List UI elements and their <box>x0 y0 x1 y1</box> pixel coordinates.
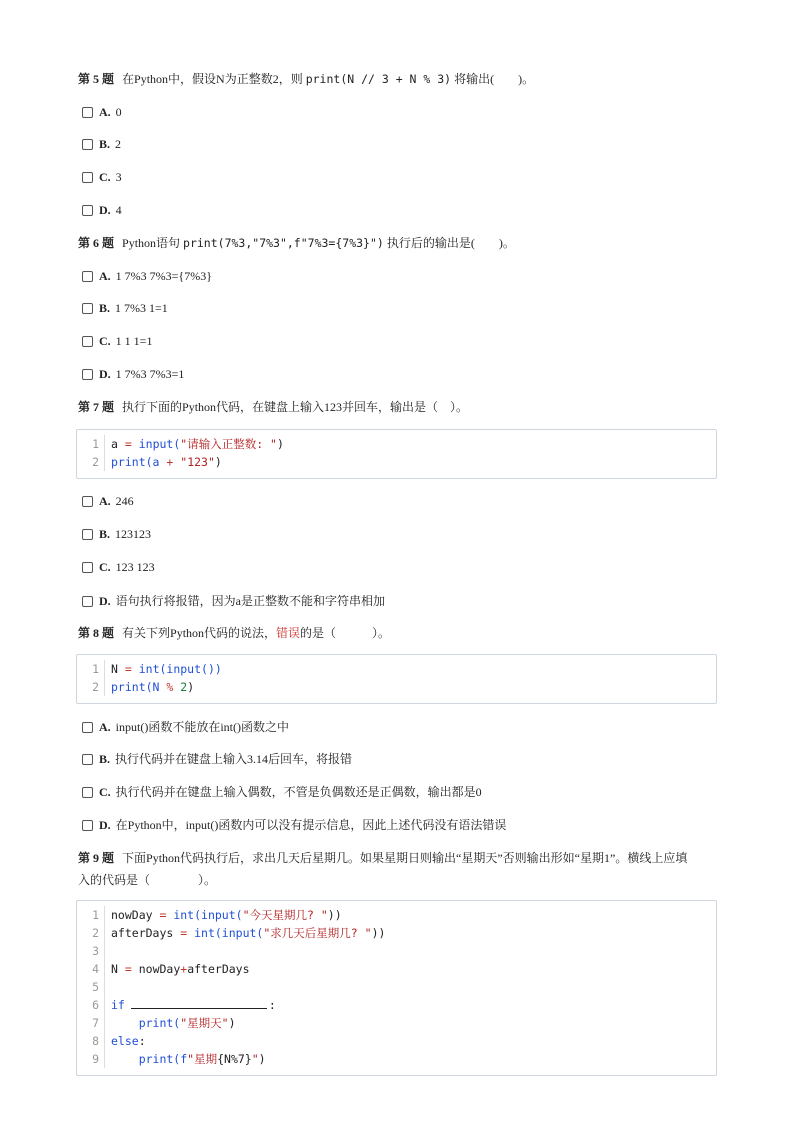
code-string: " <box>251 1052 259 1066</box>
code-operator: + <box>166 455 174 469</box>
checkbox[interactable] <box>82 596 93 607</box>
code-operator: = <box>124 962 132 976</box>
checkbox[interactable] <box>82 139 93 150</box>
option-a[interactable] <box>82 493 134 509</box>
question-6 <box>78 232 718 254</box>
code-token: {N%7} <box>217 1052 252 1066</box>
code-token: )) <box>371 926 386 940</box>
code-token: )) <box>327 908 342 922</box>
option-c[interactable] <box>82 333 152 349</box>
code-line <box>77 960 716 978</box>
option-b[interactable] <box>82 751 352 767</box>
question-8 <box>78 622 718 644</box>
checkbox[interactable] <box>82 271 93 282</box>
code-line <box>77 924 716 942</box>
option-d[interactable] <box>82 366 184 382</box>
code-token <box>173 678 180 696</box>
option-text: 3 <box>115 170 122 184</box>
option-text: 在Python中，input()函数内可以没有提示信息，因此上述代码没有语法错误 <box>115 818 507 832</box>
line-number: 9 <box>77 1050 105 1068</box>
code-function: print(N <box>111 680 167 694</box>
option-label: A. <box>99 269 111 283</box>
option-text: 0 <box>115 105 122 119</box>
option-text: 1 7%3 7%3=1 <box>115 367 185 381</box>
line-number: 1 <box>77 435 105 453</box>
option-c[interactable] <box>82 784 482 800</box>
code-line <box>77 435 716 453</box>
line-number: 6 <box>77 996 105 1014</box>
question-text: Python语句 <box>122 236 181 250</box>
code-token: ) <box>258 1052 266 1066</box>
checkbox[interactable] <box>82 336 93 347</box>
question-number: 第 6 题 <box>78 236 115 250</box>
code-line <box>77 678 716 696</box>
code-token: afterDays <box>187 962 250 976</box>
code-operator: = <box>159 908 167 922</box>
code-function: int(input( <box>166 908 243 922</box>
line-number: 3 <box>77 942 105 960</box>
code-token: afterDays <box>111 926 181 940</box>
inline-code: print(7%3,"7%3",f"7%3={7%3}") <box>183 236 384 250</box>
code-token: : <box>138 1034 146 1048</box>
code-line <box>77 660 716 678</box>
code-token: a <box>111 437 125 451</box>
code-string: "求几天后星期几? " <box>263 926 372 940</box>
code-token: : <box>268 998 276 1012</box>
code-token: nowDay <box>111 908 160 922</box>
option-label: A. <box>99 105 111 119</box>
code-function: print(a <box>111 455 167 469</box>
option-label: D. <box>99 594 111 608</box>
code-keyword: if <box>111 998 125 1012</box>
option-label: C. <box>99 170 111 184</box>
code-function: print(f <box>111 1052 188 1066</box>
code-line <box>77 996 716 1014</box>
code-operator: + <box>180 962 188 976</box>
question-number: 第 8 题 <box>78 626 115 640</box>
option-label: B. <box>99 301 111 315</box>
question-text: 下面Python代码执行后，求出几天后星期几。如果星期日则输出“星期天”否则输出形如“星期1”。横线上应填 <box>122 851 688 865</box>
checkbox[interactable] <box>82 562 93 573</box>
question-9 <box>78 847 718 891</box>
option-text: 246 <box>115 494 134 508</box>
line-number: 2 <box>77 678 105 696</box>
option-label: C. <box>99 560 111 574</box>
option-c[interactable] <box>82 559 155 575</box>
question-5 <box>78 68 718 90</box>
checkbox[interactable] <box>82 107 93 118</box>
code-token: ) <box>228 1016 236 1030</box>
line-number: 2 <box>77 924 105 942</box>
line-number: 2 <box>77 453 105 471</box>
option-label: C. <box>99 334 111 348</box>
code-string: "请输入正整数: " <box>180 437 277 451</box>
code-token: N <box>111 662 125 676</box>
option-label: D. <box>99 818 111 832</box>
option-d[interactable] <box>82 817 506 833</box>
checkbox[interactable] <box>82 303 93 314</box>
line-number: 1 <box>77 660 105 678</box>
code-line <box>77 453 716 471</box>
inline-code: print(N // 3 + N % 3) <box>305 72 452 86</box>
code-line <box>77 906 716 924</box>
question-7 <box>78 396 718 418</box>
code-token: ) <box>187 680 195 694</box>
code-token <box>173 453 180 471</box>
question-text: 执行下面的Python代码，在键盘上输入123并回车，输出是（ ）。 <box>122 400 469 414</box>
code-line <box>77 1032 716 1050</box>
code-token: ) <box>276 437 284 451</box>
option-b[interactable] <box>82 300 168 316</box>
checkbox[interactable] <box>82 722 93 733</box>
code-function: int(input()) <box>131 662 222 676</box>
question-text: 的是（ ）。 <box>300 626 391 640</box>
code-line <box>77 1014 716 1032</box>
checkbox[interactable] <box>82 787 93 798</box>
option-text: 123123 <box>115 527 152 541</box>
option-text: 1 7%3 1=1 <box>115 301 168 315</box>
checkbox[interactable] <box>82 496 93 507</box>
option-text: input()函数不能放在int()函数之中 <box>115 720 289 734</box>
code-block <box>76 654 717 704</box>
option-text: 1 7%3 7%3={7%3} <box>115 269 212 283</box>
code-token: N <box>111 962 125 976</box>
option-a[interactable] <box>82 104 122 120</box>
checkbox[interactable] <box>82 529 93 540</box>
line-number: 5 <box>77 978 105 996</box>
question-number: 第 7 题 <box>78 400 115 414</box>
code-token: ) <box>214 455 222 469</box>
option-text: 执行代码并在键盘上输入3.14后回车，将报错 <box>115 752 353 766</box>
code-operator: % <box>166 680 174 694</box>
option-a[interactable] <box>82 719 289 735</box>
code-operator: = <box>180 926 188 940</box>
code-line <box>77 1050 716 1068</box>
question-text: 有关下列Python代码的说法， <box>122 626 277 640</box>
option-label: B. <box>99 527 111 541</box>
code-function: int(input( <box>187 926 264 940</box>
question-text: 执行后的输出是( )。 <box>386 236 515 250</box>
question-number: 第 5 题 <box>78 72 115 86</box>
option-text: 执行代码并在键盘上输入偶数，不管是负偶数还是正偶数，输出都是0 <box>115 785 482 799</box>
line-number: 8 <box>77 1032 105 1050</box>
code-line <box>77 978 716 996</box>
checkbox[interactable] <box>82 205 93 216</box>
option-text: 123 123 <box>115 560 155 574</box>
option-b[interactable] <box>82 136 121 152</box>
code-keyword: else <box>111 1034 139 1048</box>
option-c[interactable] <box>82 169 122 185</box>
code-block <box>76 429 717 479</box>
option-label: B. <box>99 137 111 151</box>
line-number: 4 <box>77 960 105 978</box>
line-number: 1 <box>77 906 105 924</box>
code-string: "123" <box>180 455 215 469</box>
code-function: input( <box>131 437 181 451</box>
option-label: B. <box>99 752 111 766</box>
question-text: 入的代码是（ ）。 <box>78 873 217 887</box>
code-token: nowDay <box>131 962 181 976</box>
code-string: "今天星期几? " <box>242 908 328 922</box>
code-string: "星期 <box>187 1052 218 1066</box>
line-number: 7 <box>77 1014 105 1032</box>
option-d[interactable] <box>82 593 385 609</box>
option-d[interactable] <box>82 202 122 218</box>
code-block <box>76 900 717 1076</box>
option-text: 2 <box>115 137 122 151</box>
code-line <box>77 942 716 960</box>
option-label: D. <box>99 203 111 217</box>
code-operator: = <box>124 437 132 451</box>
checkbox[interactable] <box>82 754 93 765</box>
code-operator: = <box>124 662 132 676</box>
option-label: D. <box>99 367 111 381</box>
emphasis-text: 错误 <box>276 626 301 640</box>
code-function: print( <box>111 1016 181 1030</box>
option-text: 语句执行将报错，因为a是正整数不能和字符串相加 <box>115 594 386 608</box>
checkbox[interactable] <box>82 172 93 183</box>
option-text: 1 1 1=1 <box>115 334 153 348</box>
option-a[interactable] <box>82 268 212 284</box>
code-number: 2 <box>180 680 188 694</box>
checkbox[interactable] <box>82 820 93 831</box>
question-number: 第 9 题 <box>78 851 115 865</box>
code-string: "星期天" <box>180 1016 229 1030</box>
option-label: C. <box>99 785 111 799</box>
option-text: 4 <box>115 203 122 217</box>
question-text: 在Python中，假设N为正整数2，则 <box>122 72 303 86</box>
option-label: A. <box>99 494 111 508</box>
option-b[interactable] <box>82 526 151 542</box>
fill-in-blank[interactable] <box>131 996 267 1009</box>
option-label: A. <box>99 720 111 734</box>
checkbox[interactable] <box>82 369 93 380</box>
question-text: 将输出( )。 <box>454 72 535 86</box>
